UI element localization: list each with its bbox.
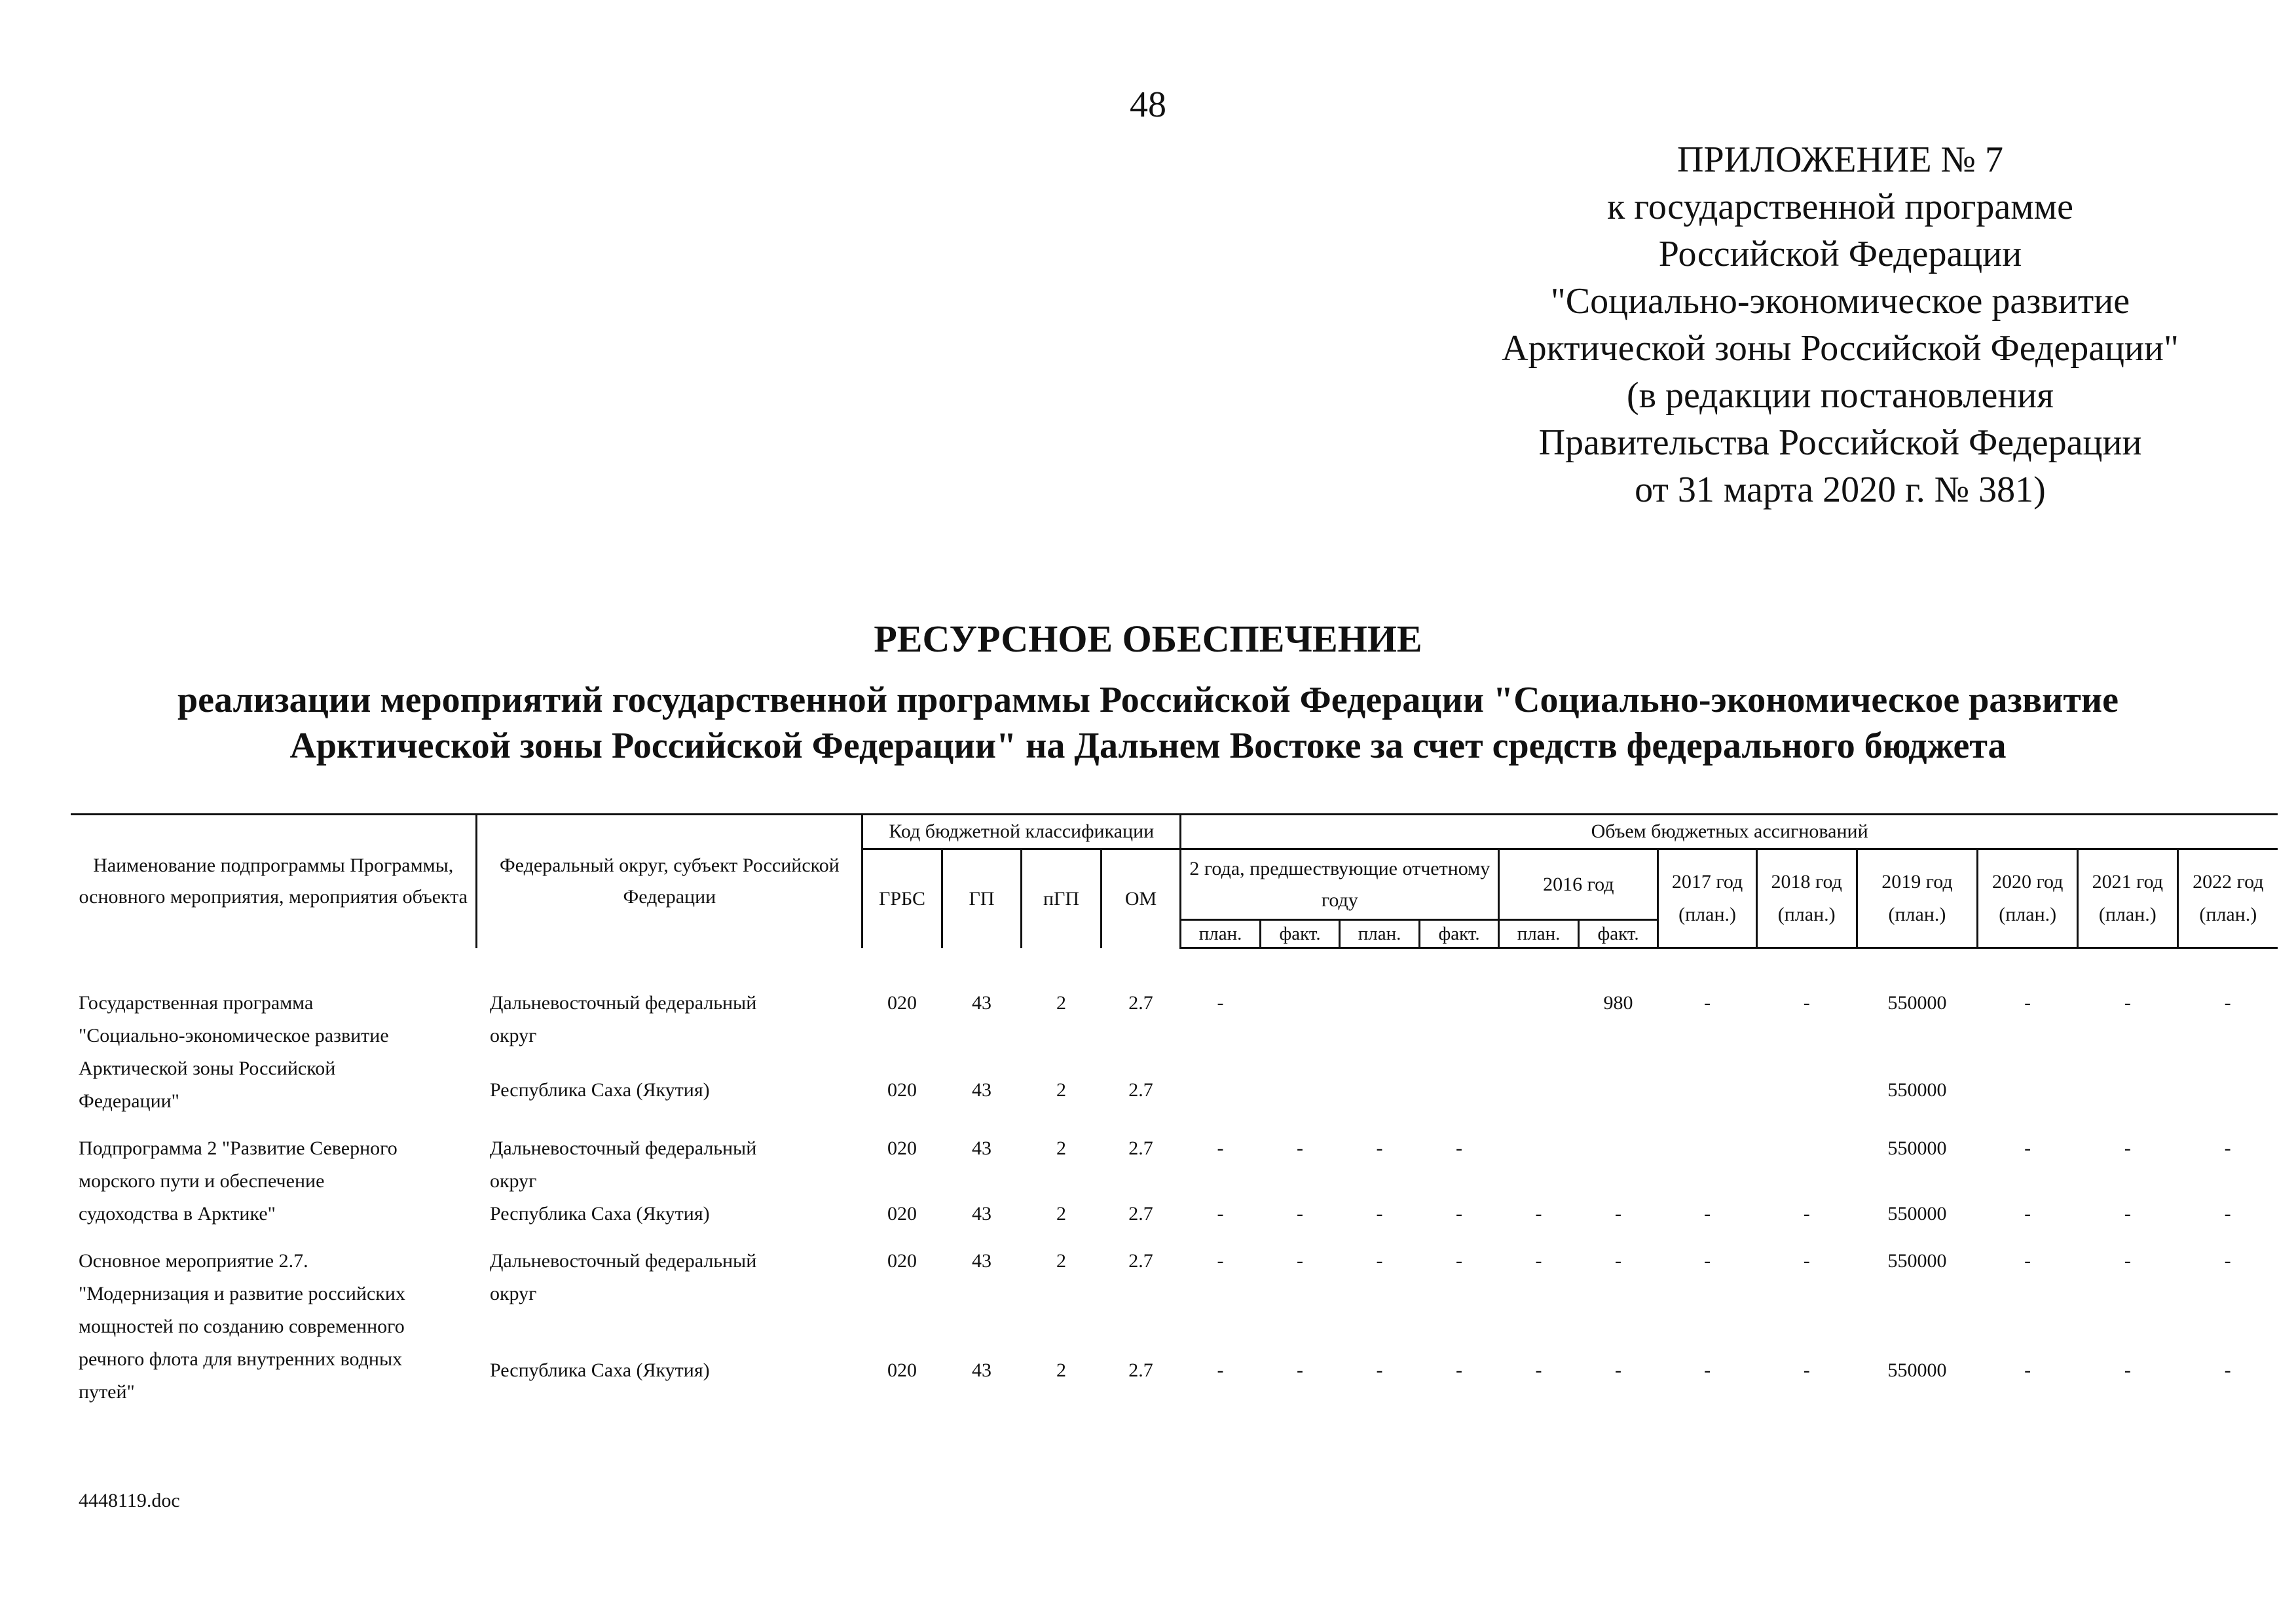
code-om: 2.7 [1128,1137,1153,1159]
year-2017-header [1658,849,1757,948]
year-note: (план.) [1999,904,2057,925]
sub-fact-header: факт. [1260,920,1340,948]
row-name-line: мощностей по созданию современного [79,1316,405,1337]
page-number: 48 [1130,84,1166,125]
year-note: (план.) [1888,904,1946,925]
year-2022-header [2177,849,2278,948]
sub-plan-header: план. [1499,920,1579,948]
row-name-line: "Модернизация и развитие российских [79,1283,405,1304]
col-district-header: Федеральный округ, субъект Российской Федерации [477,815,862,948]
prev-fact-2 [1419,1074,1499,1118]
row-district [477,1198,862,1230]
code-om: 2.7 [1128,1203,1153,1225]
year-label: 2021 год [2092,871,2164,893]
year-2019-header [1857,849,1978,948]
fact-2016: - [1615,1203,1622,1225]
plan-2016: - [1535,1359,1542,1381]
value-2018: - [1803,1203,1810,1225]
appendix-line: Российской Федерации [1658,234,2022,274]
col-name-header: Наименование подпрограммы Программы, основного мероприятия, мероприятия объекта [71,815,477,948]
value-2021 [2078,1074,2178,1118]
prev-years-header: 2 года, предшествующие отчетному году [1181,849,1499,920]
code-grbs: 020 [887,1137,917,1159]
value-2019: 550000 [1887,1359,1947,1381]
code-om: 2.7 [1128,1359,1153,1381]
code-gp: 43 [972,1203,992,1225]
value-2022: - [2224,1250,2231,1272]
year-label: 2022 год [2193,871,2264,893]
row-name [71,987,477,1118]
prev-plan-2 [1340,987,1420,1074]
fact-2016 [1578,1132,1658,1198]
code-grbs: 020 [887,1203,917,1225]
code-gp: 43 [972,1079,992,1101]
value-2019: 550000 [1887,1137,1947,1159]
row-name-line: Государственная программа [79,992,314,1014]
row-name-line: Федерации" [79,1090,179,1112]
code-grbs: 020 [887,1079,917,1101]
fact-2016 [1578,1074,1658,1118]
prev-plan-2: - [1376,1359,1383,1381]
prev-plan-1: - [1217,1359,1224,1381]
code-gp: 43 [972,992,992,1014]
fact-2016: 980 [1603,992,1633,1014]
row-name-line: "Социально-экономическое развитие [79,1025,389,1046]
code-pgp: 2 [1056,1359,1067,1381]
value-2017: - [1704,1203,1711,1225]
row-district-line: Республика Саха (Якутия) [489,1359,710,1381]
document-title: РЕСУРСНОЕ ОБЕСПЕЧЕНИЕ [874,618,1422,660]
row-district [477,1245,862,1354]
code-gp: 43 [972,1137,992,1159]
value-2018: - [1803,992,1810,1014]
prev-fact-2 [1419,987,1499,1074]
value-2019: 550000 [1887,1250,1947,1272]
row-district [477,1354,862,1409]
row-district-line: Республика Саха (Якутия) [489,1079,710,1101]
value-2021: - [2124,1137,2131,1159]
row-name-line: Основное мероприятие 2.7. [79,1250,308,1272]
value-2017: - [1704,1250,1711,1272]
row-name-line: Арктической зоны Российской [79,1058,336,1079]
row-district-line: округ [489,1283,537,1304]
code-gp: 43 [972,1250,992,1272]
prev-plan-2 [1340,1074,1420,1118]
year-note: (план.) [1678,904,1737,925]
prev-fact-1 [1260,1074,1340,1118]
code-om: 2.7 [1128,992,1153,1014]
row-district [477,987,862,1074]
row-district-line: Республика Саха (Якутия) [489,1203,710,1225]
prev-plan-1: - [1217,992,1224,1014]
prev-plan-1: - [1217,1250,1224,1272]
value-2020: - [2024,1359,2031,1381]
value-2020 [1978,1074,2078,1118]
value-2019: 550000 [1887,1079,1947,1101]
sub-fact-header: факт. [1419,920,1499,948]
appendix-line: ПРИЛОЖЕНИЕ № 7 [1677,139,2003,180]
code-group-header: Код бюджетной классификации [862,815,1181,849]
row-district-line: Дальневосточный федеральный [489,1250,757,1272]
value-2019: 550000 [1887,992,1947,1014]
fact-2016: - [1615,1359,1622,1381]
row-name [71,1245,477,1409]
prev-fact-1: - [1297,1250,1304,1272]
prev-plan-2: - [1376,1203,1383,1225]
row-name-line: Подпрограмма 2 "Развитие Северного [79,1137,398,1159]
col-om-header: ОМ [1101,849,1181,948]
row-district-line: округ [489,1170,537,1192]
prev-plan-1: - [1217,1137,1224,1159]
code-om: 2.7 [1128,1250,1153,1272]
code-pgp: 2 [1056,1079,1067,1101]
appendix-line: к государственной программе [1607,187,2073,227]
code-pgp: 2 [1056,1203,1067,1225]
code-gp: 43 [972,1359,992,1381]
code-grbs: 020 [887,1250,917,1272]
prev-fact-1: - [1297,1359,1304,1381]
value-2021: - [2124,992,2131,1014]
volume-group-header: Объем бюджетных ассигнований [1181,815,2278,849]
value-2020: - [2024,1137,2031,1159]
value-2021: - [2124,1359,2131,1381]
value-2022: - [2224,1203,2231,1225]
row-name-line: судоходства в Арктике" [79,1203,276,1225]
table-row [71,1245,2278,1354]
value-2020: - [2024,1203,2031,1225]
resource-table [71,813,2278,1423]
value-2020: - [2024,992,2031,1014]
row-district-line: Дальневосточный федеральный [489,992,757,1014]
row-district-line: Дальневосточный федеральный [489,1137,757,1159]
year-2021-header [2078,849,2178,948]
plan-2016 [1499,1132,1579,1198]
year-label: 2018 год [1771,871,1842,893]
table-header [71,815,2278,948]
sub-plan-header: план. [1340,920,1420,948]
plan-2016 [1499,1074,1579,1118]
prev-fact-1: - [1297,1137,1304,1159]
value-2020: - [2024,1250,2031,1272]
prev-fact-1 [1260,987,1340,1074]
row-district [477,1132,862,1198]
year-label: 2017 год [1671,871,1743,893]
table-row [71,987,2278,1074]
plan-2016 [1499,987,1579,1074]
year-2020-header [1978,849,2078,948]
prev-fact-2: - [1456,1203,1463,1225]
year-note: (план.) [2098,904,2157,925]
code-pgp: 2 [1056,1250,1067,1272]
appendix-line: Арктической зоны Российской Федерации" [1502,328,2179,369]
value-2022: - [2224,1137,2231,1159]
prev-plan-1 [1181,1074,1261,1118]
prev-plan-2: - [1376,1250,1383,1272]
row-name-line: речного флота для внутренних водных [79,1348,403,1370]
year-2018-header [1756,849,1857,948]
appendix-line: от 31 марта 2020 г. № 381) [1635,470,2046,510]
prev-fact-2: - [1456,1250,1463,1272]
appendix-line: "Социально-экономическое развитие [1550,281,2130,322]
fact-2016: - [1615,1250,1622,1272]
value-2021: - [2124,1250,2131,1272]
plan-2016: - [1535,1250,1542,1272]
value-2022: - [2224,992,2231,1014]
row-name-line: морского пути и обеспечение [79,1170,325,1192]
value-2017 [1658,1132,1757,1198]
value-2021: - [2124,1203,2131,1225]
col-gp-header: ГП [942,849,1022,948]
prev-fact-1: - [1297,1203,1304,1225]
row-district-line: округ [489,1025,537,1046]
value-2017: - [1704,1359,1711,1381]
prev-fact-2: - [1456,1137,1463,1159]
value-2022 [2177,1074,2278,1118]
sub-fact-header: факт. [1578,920,1658,948]
plan-2016: - [1535,1203,1542,1225]
year-2016-header: 2016 год [1499,849,1658,920]
year-note: (план.) [1777,904,1836,925]
footer-doc-id: 4448119.doc [79,1490,180,1511]
table-row [71,1132,2278,1198]
value-2017 [1658,1074,1757,1118]
prev-fact-2: - [1456,1359,1463,1381]
subtitle-line: Арктической зоны Российской Федерации" на Дальнем Востоке за счет средств федерального бюджета [289,726,2007,766]
col-grbs-header: ГРБС [862,849,942,948]
subtitle-line: реализации мероприятий государственной программы Российской Федерации "Социально-экономическое развитие [177,680,2119,720]
year-note: (план.) [2199,904,2257,925]
row-district [477,1074,862,1118]
row-name-line: путей" [79,1381,135,1403]
prev-plan-1: - [1217,1203,1224,1225]
year-label: 2020 год [1991,871,2064,893]
appendix-line: (в редакции постановления [1626,375,2054,416]
value-2018 [1756,1132,1857,1198]
value-2018: - [1803,1359,1810,1381]
year-label: 2019 год [1881,871,1953,893]
code-pgp: 2 [1056,992,1067,1014]
value-2018: - [1803,1250,1810,1272]
sub-plan-header: план. [1181,920,1261,948]
col-pgp-header: пГП [1022,849,1102,948]
code-grbs: 020 [887,992,917,1014]
code-om: 2.7 [1128,1079,1153,1101]
appendix-line: Правительства Российской Федерации [1538,422,2142,463]
row-name [71,1132,477,1230]
value-2017: - [1704,992,1711,1014]
value-2019: 550000 [1887,1203,1947,1225]
value-2022: - [2224,1359,2231,1381]
code-grbs: 020 [887,1359,917,1381]
prev-plan-2: - [1376,1137,1383,1159]
appendix-block [1434,136,2246,513]
code-pgp: 2 [1056,1137,1067,1159]
table-body [71,948,2278,1424]
value-2018 [1756,1074,1857,1118]
document-subtitle [98,677,2198,769]
